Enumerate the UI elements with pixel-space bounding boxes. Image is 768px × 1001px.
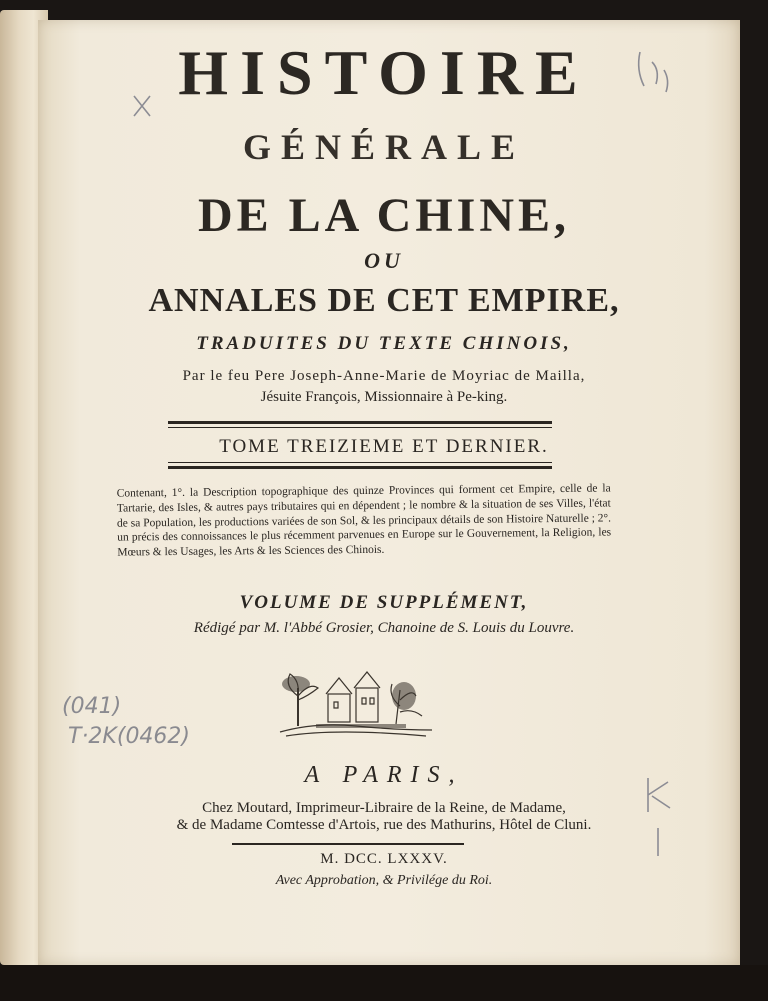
title-ou: OU (364, 248, 404, 273)
imprint-privilege: Avec Approbation, & Privilége du Roi. (275, 873, 493, 888)
author-line: Par le feu Pere Joseph-Anne-Marie de Moyriac de Mailla, (182, 368, 586, 384)
pencil-scribble-topright (639, 52, 668, 92)
imprint-city: A PARIS, (304, 762, 464, 788)
pencil-cross-mark (134, 96, 150, 116)
handwritten-shelfmark-1: (041) (62, 694, 122, 719)
volume-editor: Rédigé par M. l'Abbé Grosier, Chanoine de S. Louis du Louvre. (193, 620, 575, 636)
title-annales: ANNALES DE CET EMPIRE, (148, 282, 620, 319)
title-generale: GÉNÉRALE (242, 127, 526, 167)
title-traduites: TRADUITES DU TEXTE CHINOIS, (196, 333, 572, 354)
tome-label: TOME TREIZIEME ET DERNIER. (219, 436, 549, 457)
author-affiliation: Jésuite François, Missionnaire à Pe-king. (260, 389, 508, 405)
imprint-publisher: Chez Moutard, Imprimeur-Libraire de la Reine, de Madame, (202, 800, 566, 816)
volume-title: VOLUME DE SUPPLÉMENT, (239, 592, 529, 613)
imprint-address: & de Madame Comtesse d'Artois, rue des Mathurins, Hôtel de Cluni. (176, 817, 592, 833)
contents-paragraph: Contenant, 1°. la Description topographique des quinze Provinces qui forment cet Empire, celle de la Tartarie, des Isles, & autres pays tributaires qui en dépendent ; le nombre & la situation de ses Villes, l'état de sa Population, les productions variées de son Sol, & les principaux détails de son Histoire Naturelle ; 2°. un précis des connoissances le plus récemment parvenues en Europe sur le Gouvernement, la Religion, les Mœurs & les Usages, les Arts & les Sciences des Chinois. (116, 482, 612, 559)
title-histoire: HISTOIRE (178, 37, 590, 108)
handwritten-shelfmark-2: T·2K(0462) (68, 724, 191, 749)
imprint-date: M. DCC. LXXXV. (320, 851, 448, 867)
pencil-k-mark (648, 778, 670, 812)
title-de-la-chine: DE LA CHINE, (197, 189, 571, 242)
